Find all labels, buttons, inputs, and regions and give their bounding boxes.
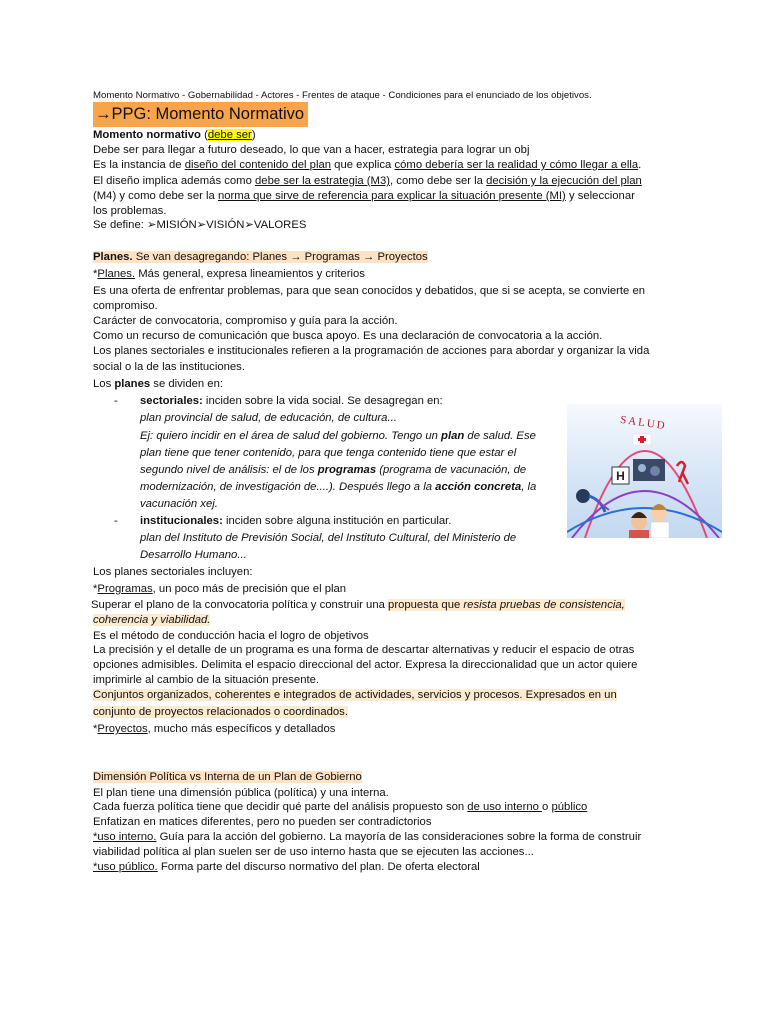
programas-line-9: [93, 705, 348, 720]
text-fragment: , la: [521, 481, 537, 493]
dimension-heading: [93, 770, 362, 785]
momento-heading-text: Momento normativo: [93, 129, 201, 141]
text-fragment: (programa de vacunación, de: [376, 464, 527, 476]
text-fragment: El diseño implica además como: [93, 175, 255, 187]
text-fragment: Es la instancia de: [93, 159, 185, 171]
text-fragment: *: [93, 268, 98, 280]
planes-line-2: Es una oferta de enfrentar problemas, para que sean conocidos y debatidos, que si se acepta, se convierte en: [93, 285, 646, 297]
section-title: →PPG: Momento Normativo: [93, 102, 308, 127]
dimension-line-4: [93, 830, 641, 845]
programas-line-5: La precisión y el detalle de un programa es una forma de descartar alternativas y reducir el espacio de otras: [93, 644, 635, 656]
bold-text: acción concreta: [435, 481, 522, 493]
text-fragment: (M4) y como debe ser la: [93, 190, 218, 202]
underlined-text: de uso interno: [467, 801, 543, 813]
text-fragment: , un poco más de precisión que el plan: [152, 583, 347, 595]
text-fragment: Ej: quiero incidir en el área de salud del gobierno. Tengo un: [140, 430, 442, 442]
planes-line-1: [93, 267, 365, 282]
text-fragment: inciden sobre alguna institución en particular.: [222, 515, 452, 527]
planes-line-4: Carácter de convocatoria, compromiso y guía para la acción.: [93, 315, 398, 327]
doctor-coat: [651, 522, 669, 538]
photo-detail: [650, 466, 660, 476]
planes-heading-highlight: [93, 251, 428, 263]
momento-line-1: Debe ser para llegar a futuro deseado, lo que van a hacer, estrategia para lograr un obj: [93, 144, 530, 156]
text-fragment: propuesta que: [388, 599, 464, 611]
underlined-text: *uso público.: [93, 861, 158, 873]
underlined-text: decisión y la ejecución del plan: [486, 175, 642, 187]
bold-text: plan: [441, 430, 465, 442]
text-fragment: , como debe ser la: [390, 175, 487, 187]
paren-close: ): [251, 129, 256, 141]
debe-ser-highlight: debe ser: [207, 129, 252, 141]
dimension-line-1: El plan tiene una dimensión pública (política) y una interna.: [93, 787, 389, 799]
operating-room-photo: [633, 459, 665, 481]
salud-illustration: [567, 404, 722, 538]
underlined-text: Proyectos: [97, 723, 148, 735]
programas-line-6: opciones admisibles. Delimita el espacio direccional del actor. Expresa la direccionalidad que un actor quiere: [93, 659, 638, 671]
conjuntos-highlight-2: conjunto de proyectos relacionados o coordinados.: [93, 706, 348, 718]
text-fragment: *: [93, 583, 98, 595]
programas-line-7: imprimirle al cambio de la situación presente.: [93, 674, 320, 686]
dimension-line-5: viabilidad política al plan suelen ser de uso interno hasta que se ejecuten las acciones...: [93, 846, 534, 858]
text-fragment: , mucho más específicos y detallados: [147, 723, 336, 735]
stethoscope-icon: [576, 489, 590, 503]
text-fragment: se dividen en:: [150, 378, 224, 390]
bullet-dash: -: [114, 515, 118, 527]
bold-text: institucionales:: [140, 515, 223, 527]
planes-line-3: compromiso.: [93, 300, 158, 312]
underlined-text: norma que sirve de referencia para explicar la situación presente (MI): [217, 190, 566, 202]
sectoriales-example-1: plan provincial de salud, de educación, de cultura...: [140, 412, 397, 424]
propuesta-highlight: [388, 599, 625, 611]
text-fragment: Guía para la acción del gobierno. La mayoría de las consideraciones sobre la forma de construir: [156, 831, 642, 843]
proyectos-line: [93, 722, 335, 737]
underlined-text: diseño del contenido del plan: [184, 159, 332, 171]
text-fragment: .: [638, 159, 642, 171]
bold-text: Planes.: [93, 251, 133, 263]
underlined-text: público: [551, 801, 588, 813]
momento-line-6: Se define: ➢MISIÓN➢VISIÓN➢VALORES: [93, 219, 307, 231]
momento-line-5: los problemas.: [93, 205, 167, 217]
text-fragment: Cada fuerza política tiene que decidir qué parte del análisis propuesto son: [93, 801, 468, 813]
coherencia-highlight: coherencia y viabilidad.: [93, 614, 211, 626]
underlined-text: *uso interno.: [93, 831, 157, 843]
text-fragment: *: [93, 723, 98, 735]
dimension-heading-highlight: Dimensión Política vs Interna de un Plan de Gobierno: [93, 771, 362, 783]
institucionales-example-1: plan del Instituto de Previsión Social, del Instituto Cultural, del Ministerio de: [140, 532, 517, 544]
ribbon-icon: [677, 462, 688, 484]
text-fragment: que explica: [331, 159, 395, 171]
planes-line-6: Los planes sectoriales e institucionales refieren a la programación de acciones para abordar y organizar la vida: [93, 345, 650, 357]
underlined-text: Planes.: [97, 268, 136, 280]
text-fragment: modernización, de investigación de....). Después llego a la: [140, 481, 436, 493]
text-fragment: Más general, expresa lineamientos y criterios: [135, 268, 365, 280]
sectoriales-example-5: [140, 480, 536, 495]
programas-line-8: [93, 688, 617, 703]
sectoriales-example-6: vacunación xej.: [140, 498, 218, 510]
text-fragment: inciden sobre la vida social. Se desagregan en:: [202, 395, 443, 407]
bold-text: planes: [114, 378, 151, 390]
photo-detail: [638, 464, 646, 472]
child-hair: [631, 512, 647, 518]
planes-line-8: [93, 377, 223, 392]
sectoriales-example-2: [140, 429, 536, 444]
underlined-text: cómo debería ser la realidad y cómo llegar a ella: [394, 159, 639, 171]
italic-text: resista pruebas de consistencia,: [463, 599, 625, 611]
salud-illustration-graphic: [567, 404, 722, 538]
conjuntos-highlight: Conjuntos organizados, coherentes e integrados de actividades, servicios y procesos. Expresados en un: [93, 689, 617, 701]
underlined-text: Programas: [97, 583, 153, 595]
document-header-line: Momento Normativo - Gobernabilidad - Actores - Frentes de ataque - Condiciones para el enunciado de los objetivos.: [93, 90, 592, 101]
salud-label: SALUD: [619, 413, 668, 433]
text-fragment: o: [542, 801, 552, 813]
institucionales-example-2: Desarrollo Humano...: [140, 549, 247, 561]
sectoriales-example-4: [140, 463, 526, 478]
bullet-dash: -: [114, 395, 118, 407]
programas-intro: Los planes sectoriales incluyen:: [93, 566, 253, 578]
institucionales-item: [140, 514, 451, 529]
text-fragment: Forma parte del discurso normativo del plan. De oferta electoral: [157, 861, 480, 873]
bold-text: sectoriales:: [140, 395, 203, 407]
momento-heading: [93, 128, 256, 143]
planes-line-7: social o la de las instituciones.: [93, 361, 245, 373]
planes-line-5: Como un recurso de comunicación que busca apoyo. Es una declaración de convocatoria a la acción.: [93, 330, 603, 342]
text-fragment: y seleccionar: [565, 190, 635, 202]
text-fragment: Superar el plano de la convocatoria política y construir una: [91, 599, 389, 611]
child-shirt: [629, 530, 649, 538]
sectoriales-item: [140, 394, 443, 409]
dimension-line-2: [93, 800, 587, 815]
text-fragment: Los: [93, 378, 115, 390]
programas-line-3: [93, 613, 210, 628]
programas-line: [93, 582, 346, 597]
programas-line-4: Es el método de conducción hacia el logro de objetivos: [93, 630, 369, 642]
bold-text: programas: [317, 464, 377, 476]
dimension-line-6: [93, 860, 480, 875]
programas-line-2: [91, 598, 625, 613]
momento-line-3: [93, 174, 642, 189]
paren-open: (: [200, 129, 208, 141]
sectoriales-example-3: plan tiene que tener contenido, para que tenga contenido tiene que estar el: [140, 447, 517, 459]
red-cross-icon-bar: [638, 438, 646, 441]
momento-line-2: [93, 158, 641, 173]
text-fragment: segundo nivel de análisis: el de los: [140, 464, 318, 476]
momento-line-4: [93, 189, 635, 204]
doctor-hair: [651, 504, 667, 510]
planes-heading: [93, 250, 428, 265]
text-fragment: de salud. Ese: [464, 430, 536, 442]
dimension-line-3: Enfatizan en matices diferentes, pero no pueden ser contradictorios: [93, 816, 432, 828]
hospital-letter: H: [616, 469, 625, 483]
text-fragment: Se van desagregando: Planes → Programas → Proyectos: [132, 251, 428, 263]
underlined-text: debe ser la estrategia (M3): [255, 175, 391, 187]
